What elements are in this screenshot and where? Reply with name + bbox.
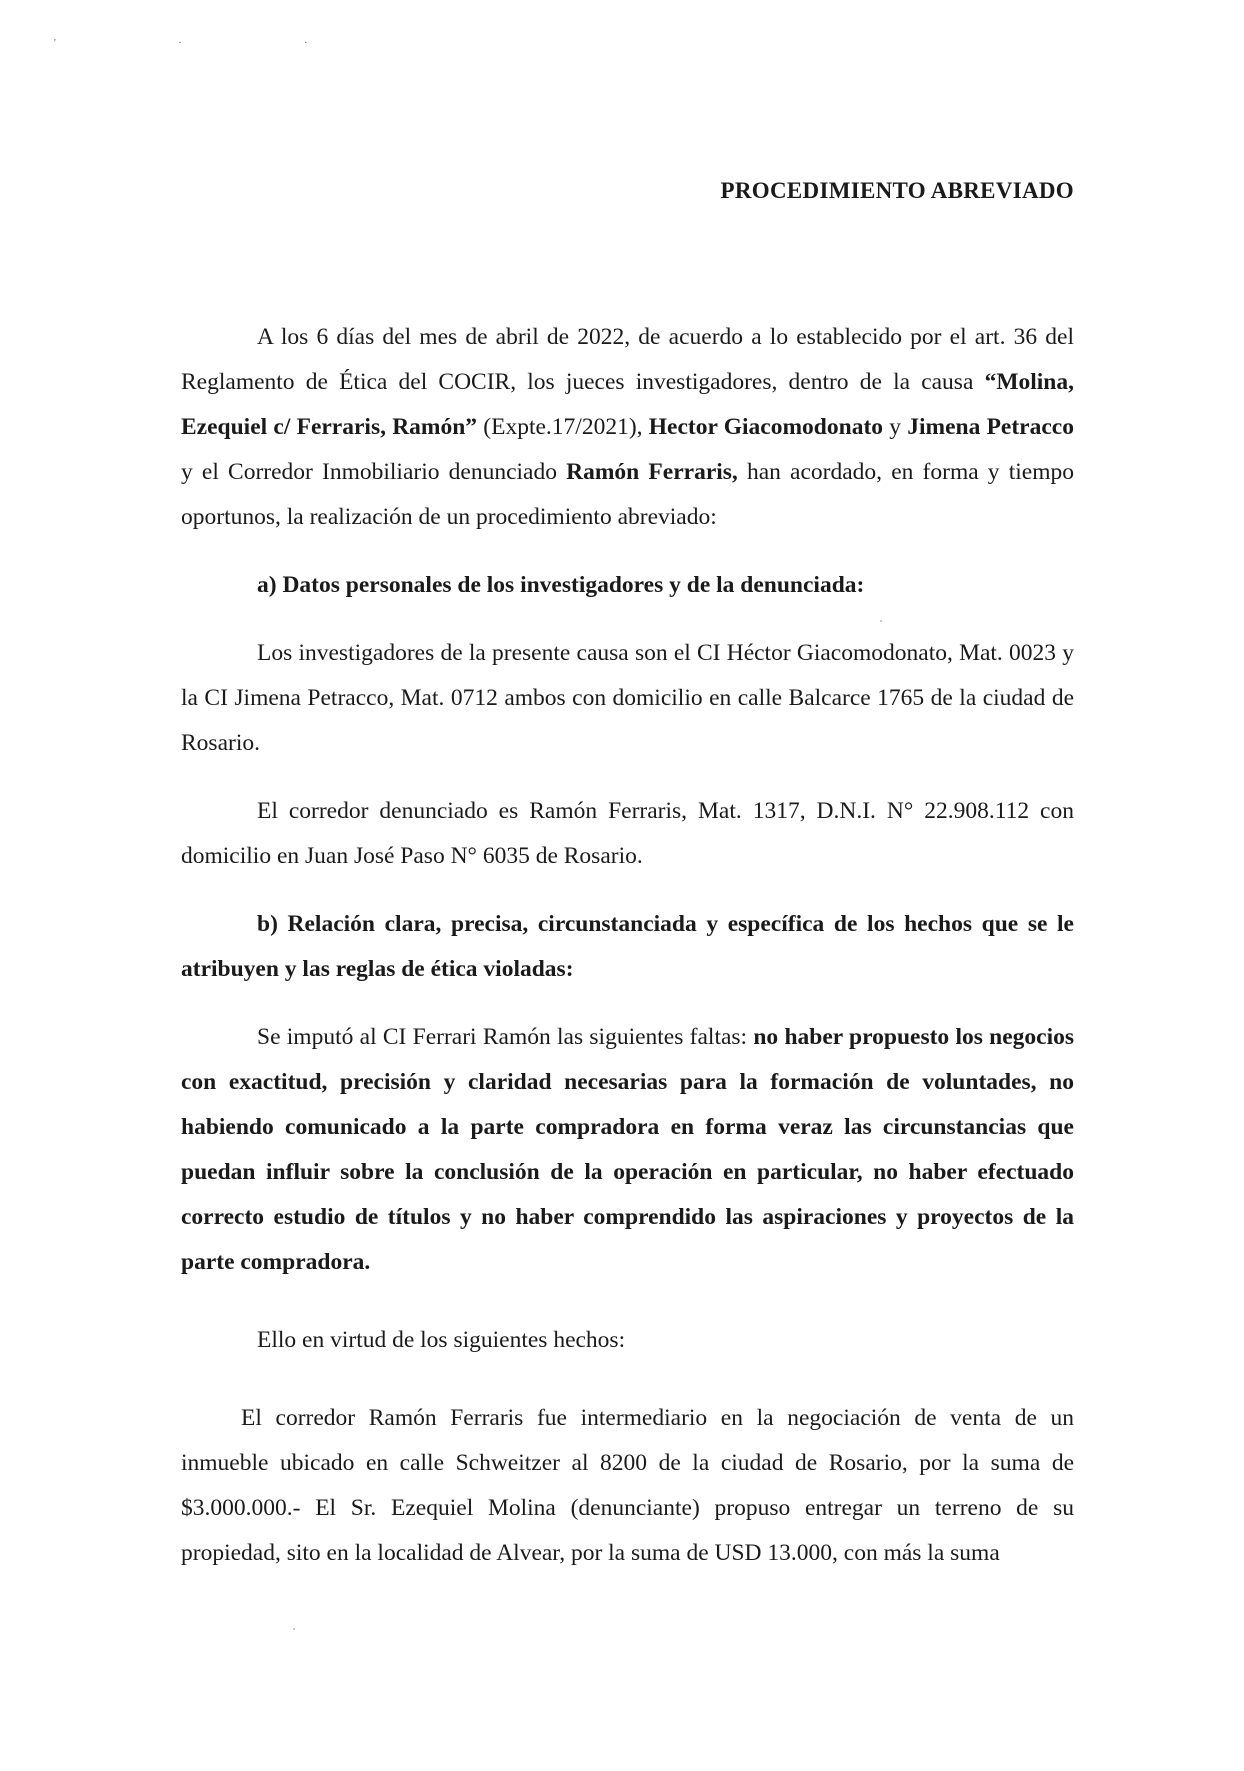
- intro-text-1: A los 6 días del mes de abril de 2022, de acuerdo a lo establecido por el art. 36 del Reglamento de Ética del COCIR, los jueces investigadores, dentro de la causa: [181, 324, 1074, 395]
- document-body: [181, 315, 1074, 1576]
- section-a-heading: a) Datos personales de los investigadores y de la denunciada:: [257, 572, 865, 598]
- facts-paragraph: El corredor Ramón Ferraris fue intermediario en la negociación de venta de un inmueble ubicado en calle Schweitzer al 8200 de la ciudad de Rosario, por la suma de $3.000.000.- El Sr. Ezequiel Molina (denunciante) propuso entregar un terreno de su propiedad, sito en la localidad de Alvear, por la suma de USD 13.000, con más la suma: [181, 1405, 1074, 1566]
- intro-text-4: y el Corredor Inmobiliario denunciado: [181, 459, 567, 485]
- page-title: PROCEDIMIENTO ABREVIADO: [720, 178, 1074, 203]
- scan-speck: [293, 1628, 295, 1630]
- investigator-name-1: Hector Giacomodonato: [648, 414, 884, 440]
- corner-marks: ' · ·: [54, 38, 368, 49]
- investigator-name-2: Jimena Petracco: [907, 414, 1074, 440]
- intro-text-5: han acordado, en forma y tiempo oportunos, la realización de un procedimiento abreviado:: [181, 459, 1074, 530]
- facts-intro: Ello en virtud de los siguientes hechos:: [257, 1327, 626, 1353]
- section-b-charges-paragraph: [181, 1015, 1074, 1285]
- intro-text-2: (Expte.17/2021),: [477, 414, 649, 440]
- case-name: “Molina, Ezequiel c/ Ferraris, Ramón”: [181, 369, 1074, 440]
- section-b-heading: b) Relación clara, precisa, circunstanciada y específica de los hechos que se le atribuyen y las reglas de ética violadas:: [181, 911, 1074, 982]
- charges-intro: Se imputó al CI Ferrari Ramón las siguientes faltas:: [257, 1024, 754, 1050]
- intro-paragraph: [181, 315, 1074, 540]
- section-a-accused-paragraph: El corredor denunciado es Ramón Ferraris, Mat. 1317, D.N.I. N° 22.908.112 con domicilio en Juan José Paso N° 6035 de Rosario.: [181, 798, 1074, 869]
- charges-list: no haber propuesto los negocios con exactitud, precisión y claridad necesarias para la formación de voluntades, no habiendo comunicado a la parte compradora en forma veraz las circunstancias que puedan influir sobre la conclusión de la operación en particular, no haber efectuado correcto estudio de títulos y no haber comprendido las aspiraciones y proyectos de la parte compradora.: [181, 1024, 1074, 1275]
- intro-text-3: y: [883, 414, 908, 440]
- section-a-investigators-paragraph: Los investigadores de la presente causa son el CI Héctor Giacomodonato, Mat. 0023 y la CI Jimena Petracco, Mat. 0712 ambos con domicilio en calle Balcarce 1765 de la ciudad de Rosario.: [181, 640, 1074, 756]
- accused-name: Ramón Ferraris,: [566, 459, 738, 485]
- scan-speck: [880, 620, 882, 622]
